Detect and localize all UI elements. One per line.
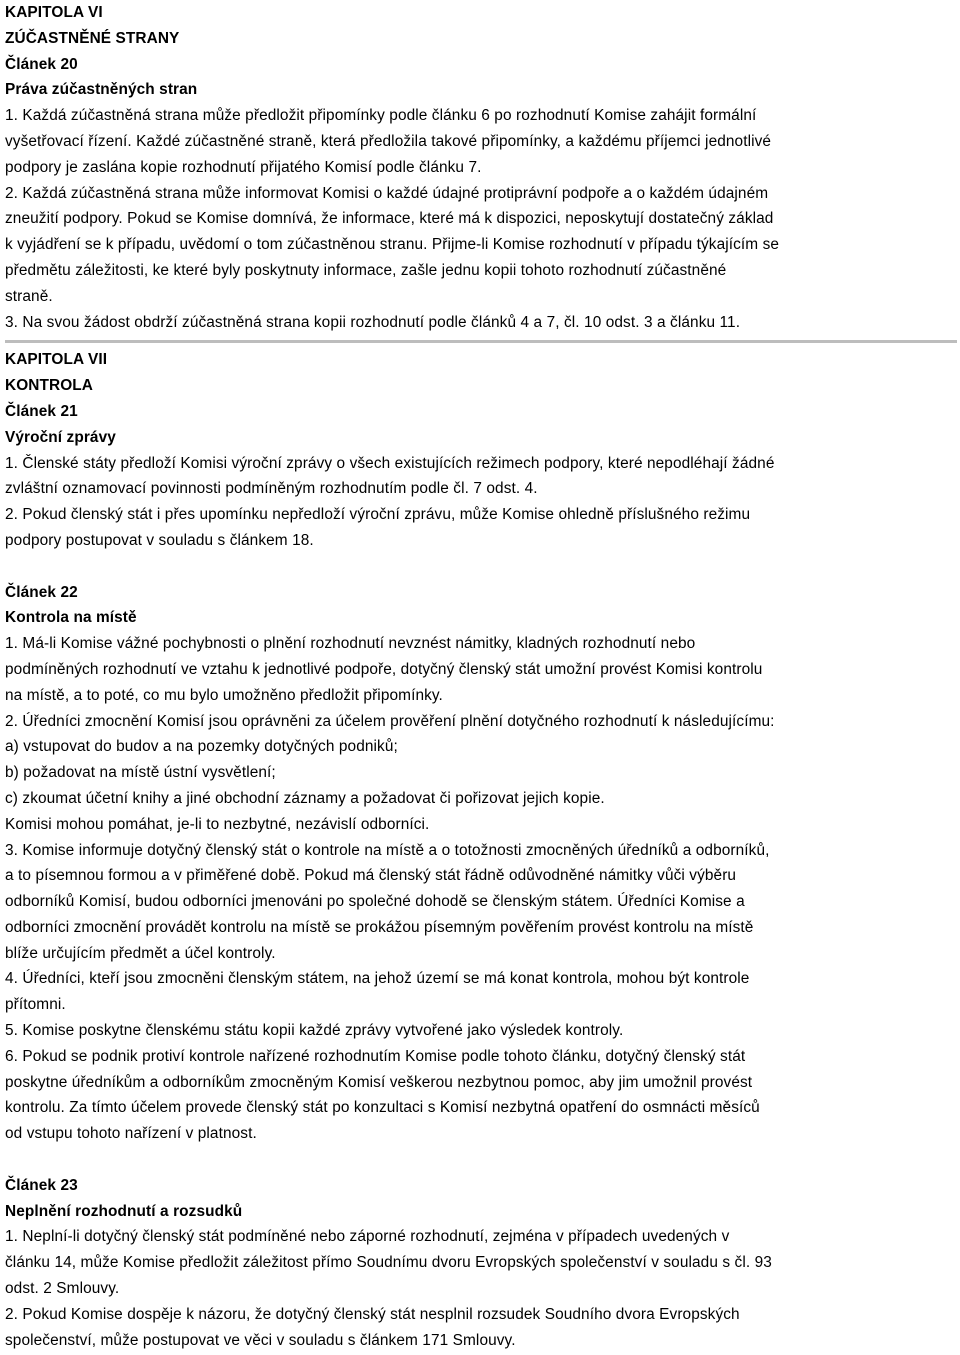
article-title: Neplnění rozhodnutí a rozsudků [5, 1202, 243, 1220]
text-line: společenství, může postupovat ve věci v souladu s článkem 171 Smlouvy. [5, 1331, 516, 1349]
text-line: 1. Má-li Komise vážné pochybnosti o plnění rozhodnutí nevznést námitky, kladných rozhodnutí nebo [5, 635, 696, 653]
text-line: podpory postupovat v souladu s článkem 18. [5, 531, 314, 549]
text-line: odborníků Komisí, budou odborníci jmenováni po společné dohodě se členským státem. Úředníci Komise a [5, 893, 745, 911]
chapter-heading: KAPITOLA VII [5, 351, 108, 369]
article-number: Článek 23 [5, 1176, 78, 1194]
chapter-title: ZÚČASTNĚNÉ STRANY [5, 29, 180, 47]
article-body [5, 1224, 957, 1353]
text-line: předmětu záležitosti, ke které byly poskytnuty informace, zašle jednu kopii tohoto rozhodnutí zúčastněné [5, 261, 727, 279]
text-line: 1. Každá zúčastněná strana může předložit připomínky podle článku 6 po rozhodnutí Komise zahájit formální [5, 107, 757, 125]
text-line: 6. Pokud se podnik protiví kontrole nařízené rozhodnutím Komise podle tohoto článku, dotyčný členský stát [5, 1047, 746, 1065]
article-number: Článek 22 [5, 583, 78, 601]
text-line: podpory je zaslána kopie rozhodnutí přijatého Komisí podle článku 7. [5, 158, 482, 176]
text-line: a) vstupovat do budov a na pozemky dotyčných podniků; [5, 738, 398, 756]
text-line: 2. Pokud Komise dospěje k názoru, že dotyčný členský stát nesplnil rozsudek Soudního dvora Evropských [5, 1305, 740, 1323]
article-title: Práva zúčastněných stran [5, 81, 198, 99]
chapter-title: KONTROLA [5, 377, 94, 395]
text-line: 1. Členské státy předloží Komisi výroční zprávy o všech existujících režimech podpory, které nepodléhají žádné [5, 454, 775, 472]
text-line: kontrolu. Za tímto účelem provede členský stát po konzultaci s Komisí nezbytná opatření do osmnácti měsíců [5, 1099, 760, 1117]
text-line: 3. Na svou žádost obdrží zúčastněná strana kopii rozhodnutí podle článků 4 a 7, čl. 10 odst. 3 a článku 11. [5, 313, 741, 331]
text-line: 3. Komise informuje dotyčný členský stát o kontrole na místě a o totožnosti zmocněných úředníků a odborníků, [5, 841, 770, 859]
document-page [5, 0, 957, 1353]
text-line: zvláštní oznamovací povinnosti podmíněným rozhodnutím podle čl. 7 odst. 4. [5, 480, 538, 498]
article-number: Článek 20 [5, 55, 78, 73]
text-line: zneužití podpory. Pokud se Komise domnívá, že informace, které má k dispozici, neposkytují dostatečný základ [5, 210, 774, 228]
text-line: 2. Úředníci zmocnění Komisí jsou oprávněni za účelem prověření plnění dotyčného rozhodnutí k následujícímu: [5, 712, 775, 730]
blank-line [5, 1147, 957, 1173]
article-body [5, 103, 957, 335]
article-title: Kontrola na místě [5, 609, 137, 627]
article-body [5, 451, 957, 554]
text-line: na místě, a to poté, co mu bylo umožněno předložit připomínky. [5, 686, 443, 704]
text-line: odborníci zmocnění provádět kontrolu na místě se prokážou písemným pověřením provést kontrolu na místě [5, 918, 754, 936]
text-line: vyšetřovací řízení. Každé zúčastněné straně, která předložila takové připomínky, a každému příjemci jednotlivé [5, 132, 772, 150]
article-title: Výroční zprávy [5, 428, 116, 446]
text-line: podmíněných rozhodnutí ve vztahu k jednotlivé podpoře, dotyčný členský stát umožní provést Komisi kontrolu [5, 660, 763, 678]
chapter-heading: KAPITOLA VI [5, 4, 103, 21]
text-line: od vstupu tohoto nařízení v platnost. [5, 1125, 257, 1143]
text-line: straně. [5, 287, 53, 305]
text-line: 5. Komise poskytne členskému státu kopii každé zprávy vytvořené jako výsledek kontroly. [5, 1022, 624, 1040]
text-line: blíže určujícím předmět a účel kontroly. [5, 944, 276, 962]
text-line: a to písemnou formou a v přiměřené době. Pokud má členský stát řádně odůvodněné námitky vůči výběru [5, 867, 737, 885]
text-line: odst. 2 Smlouvy. [5, 1280, 120, 1298]
text-line: k vyjádření se k případu, uvědomí o tom zúčastněnou stranu. Přijme-li Komise rozhodnutí v případu týkajícím se [5, 236, 780, 254]
text-line: 4. Úředníci, kteří jsou zmocněni členským státem, na jehož území se má konat kontrola, mohou být kontrole [5, 970, 750, 988]
blank-line [5, 554, 957, 580]
text-line: c) zkoumat účetní knihy a jiné obchodní záznamy a požadovat či pořizovat jejich kopie. [5, 789, 605, 807]
section-divider [5, 340, 957, 343]
text-line: přítomni. [5, 996, 66, 1014]
article-number: Článek 21 [5, 402, 78, 420]
text-line: poskytne úředníkům a odborníkům zmocněným Komisí veškerou nezbytnou pomoc, aby jim umožnil provést [5, 1073, 753, 1091]
text-line: b) požadovat na místě ústní vysvětlení; [5, 764, 276, 782]
text-line: 1. Neplní-li dotyčný členský stát podmíněné nebo záporné rozhodnutí, zejména v případech uvedených v [5, 1228, 730, 1246]
article-body [5, 631, 957, 1147]
text-line: 2. Pokud členský stát i přes upomínku nepředloží výroční zprávu, může Komise ohledně příslušného režimu [5, 506, 751, 524]
text-line: článku 14, může Komise předložit záležitost přímo Soudnímu dvoru Evropských společenství v souladu s čl. 93 [5, 1254, 772, 1272]
text-line: Komisi mohou pomáhat, je-li to nezbytné, nezávislí odborníci. [5, 815, 430, 833]
text-line: 2. Každá zúčastněná strana může informovat Komisi o každé údajné protiprávní podpoře a o každém údajném [5, 184, 769, 202]
